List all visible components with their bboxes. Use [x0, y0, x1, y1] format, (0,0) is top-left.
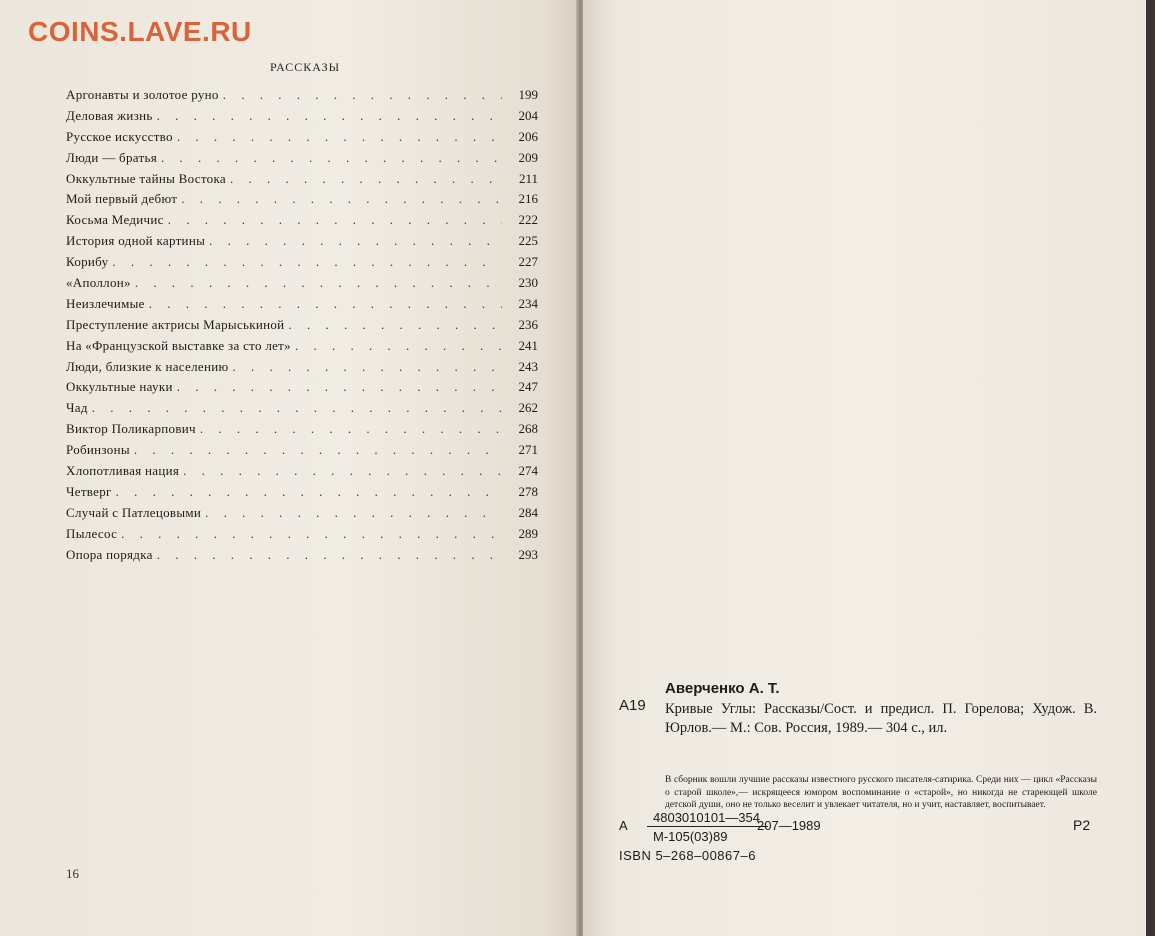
- toc-leader-dots: [177, 129, 502, 145]
- toc-leader-dots: [288, 317, 502, 333]
- toc-entry-title: Деловая жизнь: [66, 107, 153, 123]
- toc-entry-title: На «Французской выставке за сто лет»: [66, 337, 291, 353]
- toc-entry: [66, 463, 538, 484]
- toc-entry: [66, 505, 538, 526]
- toc-entry: [66, 254, 538, 275]
- toc-leader-dots: [295, 338, 502, 354]
- toc-entry-page: 274: [518, 463, 538, 479]
- toc-entry: [66, 421, 538, 442]
- toc-entry-page: 289: [518, 525, 538, 541]
- toc-leader-dots: [183, 463, 502, 479]
- toc-entry: [66, 484, 538, 505]
- toc-entry: [66, 129, 538, 150]
- toc-entry: [66, 108, 538, 129]
- table-of-contents: [66, 87, 538, 567]
- toc-entry: [66, 150, 538, 171]
- catalog-code-numerator: 4803010101—354: [647, 810, 768, 827]
- toc-entry-title: Мой первый дебют: [66, 191, 178, 207]
- toc-leader-dots: [205, 505, 502, 521]
- toc-entry-title: Неизлечимые: [66, 295, 145, 311]
- toc-leader-dots: [232, 359, 502, 375]
- toc-entry-title: Аргонавты и золотое руно: [66, 87, 219, 102]
- toc-entry: [66, 338, 538, 359]
- toc-entry-title: Люди, близкие к населению: [66, 358, 229, 374]
- toc-entry-page: 199: [518, 87, 538, 102]
- toc-entry-page: 247: [518, 379, 538, 395]
- toc-entry: [66, 171, 538, 192]
- toc-leader-dots: [181, 191, 502, 207]
- toc-leader-dots: [157, 108, 502, 124]
- toc-entry: [66, 191, 538, 212]
- catalog-isbn: ISBN 5–268–00867–6: [619, 848, 756, 863]
- section-title: РАССКАЗЫ: [270, 60, 341, 74]
- toc-entry: [66, 275, 538, 296]
- catalog-description: Кривые Углы: Рассказы/Сост. и предисл. П. Горелова; Худож. В. Юрлов.— М.: Сов. Россия, 1989.— 304 с., ил.: [665, 701, 1097, 736]
- toc-leader-dots: [157, 547, 502, 563]
- catalog-index: А19: [619, 697, 646, 714]
- toc-entry-page: 268: [518, 421, 538, 437]
- page-number: 16: [66, 866, 79, 881]
- catalog-code-denominator: М-105(03)89: [653, 829, 728, 844]
- toc-entry-title: Косьма Медичис: [66, 212, 164, 228]
- toc-entry-title: Опора порядка: [66, 546, 153, 562]
- toc-entry-page: 293: [518, 546, 538, 562]
- toc-entry-page: 209: [518, 149, 538, 165]
- toc-entry-page: 278: [518, 483, 538, 499]
- catalog-code-tail: 207—1989: [757, 818, 821, 833]
- toc-entry-title: Чад: [66, 400, 88, 416]
- toc-entry-title: Люди — братья: [66, 149, 157, 165]
- catalog-code-side: Р2: [1073, 817, 1091, 833]
- toc-leader-dots: [134, 442, 502, 458]
- toc-entry: [66, 400, 538, 421]
- toc-leader-dots: [230, 171, 502, 187]
- watermark: COINS.LAVE.RU: [28, 16, 252, 47]
- toc-entry-title: Оккультные науки: [66, 379, 173, 395]
- toc-entry-title: Четверг: [66, 483, 112, 499]
- toc-leader-dots: [200, 421, 502, 437]
- toc-leader-dots: [92, 400, 502, 416]
- toc-entry-page: 243: [518, 358, 538, 374]
- toc-entry-page: 284: [518, 504, 538, 520]
- toc-entry-page: 271: [518, 442, 538, 458]
- toc-entry: [66, 317, 538, 338]
- toc-entry: [66, 233, 538, 254]
- toc-leader-dots: [168, 212, 502, 228]
- toc-entry-title: История одной картины: [66, 233, 206, 249]
- toc-entry-title: Хлопотливая нация: [66, 463, 180, 479]
- toc-entry: [66, 296, 538, 317]
- toc-entry-title: Преступление актрисы Марыськиной: [66, 316, 285, 332]
- toc-entry-page: 227: [518, 254, 538, 270]
- toc-leader-dots: [223, 87, 502, 103]
- toc-entry-title: «Аполлон»: [66, 275, 131, 291]
- toc-entry-page: 225: [518, 233, 538, 249]
- toc-entry: [66, 379, 538, 400]
- toc-leader-dots: [116, 484, 502, 500]
- toc-entry-page: 230: [518, 275, 538, 291]
- catalog-author: Аверченко А. Т.: [665, 680, 780, 697]
- toc-leader-dots: [121, 526, 502, 542]
- toc-leader-dots: [149, 296, 502, 312]
- toc-entry-page: 216: [518, 191, 538, 207]
- toc-entry-page: 204: [518, 107, 538, 123]
- toc-entry-title: Русское искусство: [66, 128, 173, 144]
- right-page: [583, 0, 1148, 936]
- toc-entry: [66, 212, 538, 233]
- toc-leader-dots: [135, 275, 502, 291]
- toc-entry: [66, 442, 538, 463]
- toc-entry-title: Корибу: [66, 254, 109, 270]
- toc-entry-title: Виктор Поликарпович: [66, 421, 196, 437]
- toc-entry-page: 222: [518, 212, 538, 228]
- toc-entry-page: 262: [518, 400, 538, 416]
- toc-entry-page: 234: [518, 295, 538, 311]
- toc-leader-dots: [161, 150, 502, 166]
- page-edge: [1146, 0, 1155, 936]
- toc-entry-title: Робинзоны: [66, 442, 130, 458]
- toc-entry: [66, 87, 538, 108]
- toc-entry: [66, 547, 538, 568]
- catalog-code-letter: А: [619, 818, 628, 833]
- toc-entry: [66, 526, 538, 547]
- toc-leader-dots: [209, 233, 502, 249]
- toc-entry-title: Случай с Патлецовыми: [66, 504, 202, 520]
- toc-entry-page: 206: [518, 128, 538, 144]
- catalog-annotation: В сборник вошли лучшие рассказы известного русского писателя-сатирика. Среди них — цикл «Рассказы о старой школе»,— искрящееся юмором воспоминание о «старой», но никогда не стареющей школе детской души, оно не только веселит и увлекает читателя, но и учит, наставляет, воспитывает.: [665, 775, 1097, 810]
- toc-entry-page: 241: [518, 337, 538, 353]
- toc-leader-dots: [177, 379, 502, 395]
- toc-entry: [66, 359, 538, 380]
- toc-entry-title: Оккультные тайны Востока: [66, 170, 226, 186]
- toc-entry-page: 211: [518, 170, 538, 186]
- toc-entry-page: 236: [518, 316, 538, 332]
- toc-entry-title: Пылесос: [66, 525, 118, 541]
- toc-leader-dots: [112, 254, 502, 270]
